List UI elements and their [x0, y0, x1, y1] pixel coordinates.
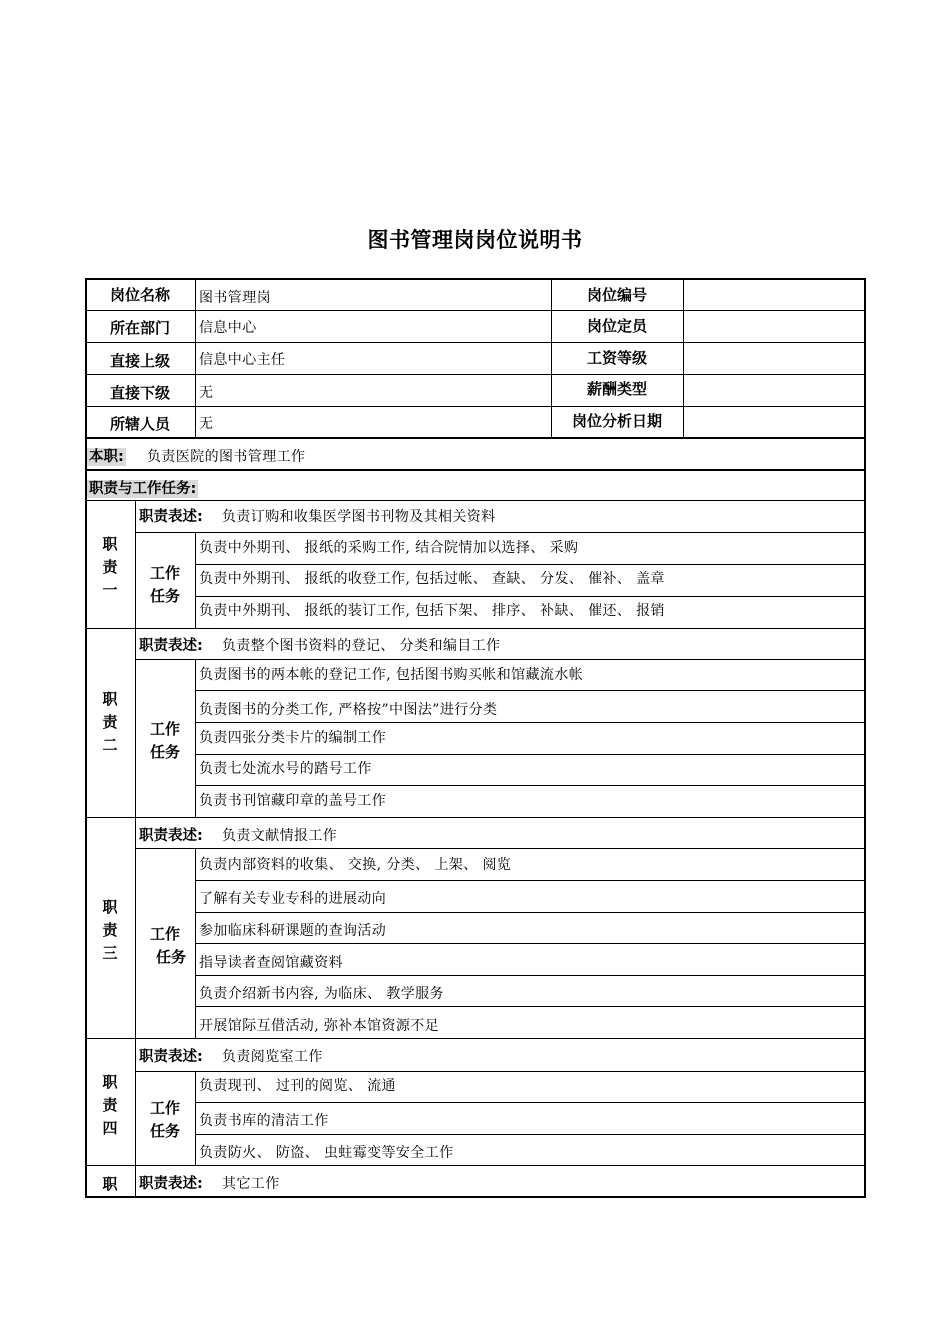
grid-line — [85, 310, 866, 311]
duty-5-label — [85, 1173, 135, 1196]
table-border-right — [864, 278, 866, 1198]
post-no-label: 岗位编号 — [586, 286, 647, 304]
duty-4-task-1: 负责现刊、 过刊的阅览、 流通 — [199, 1078, 396, 1094]
quota-label: 岗位定员 — [586, 317, 647, 335]
dept-value: 信息中心 — [199, 320, 257, 336]
duty-4-char-3: 四 — [102, 1119, 118, 1137]
grid-line — [195, 1102, 866, 1103]
grid-line — [195, 1071, 196, 1165]
grid-line — [85, 1038, 866, 1039]
task-label-line-2: 任务 — [149, 1122, 180, 1140]
duty-3-task-3: 参加临床科研课题的查询活动 — [199, 923, 387, 939]
duty-4-task-label — [135, 1097, 195, 1143]
dept-label: 所在部门 — [109, 319, 170, 337]
grid-line — [85, 406, 866, 407]
grid-line — [135, 659, 866, 660]
duty-3-char-2: 责 — [102, 921, 118, 939]
duty-3-char-1: 职 — [102, 898, 118, 916]
duty-4-desc-label: 职责表述: — [139, 1049, 203, 1065]
duty-3-task-5: 负责介绍新书内容, 为临床、 教学服务 — [199, 986, 444, 1002]
grid-line — [195, 880, 866, 881]
grid-line — [195, 659, 196, 817]
duty-2-task-5: 负责书刊馆藏印章的盖号工作 — [199, 793, 387, 809]
grid-line — [195, 564, 866, 565]
duty-1-task-3: 负责中外期刊、 报纸的装订工作, 包括下架、 排序、 补缺、 催还、 报销 — [199, 603, 665, 619]
task-label-line-1: 工作 — [149, 564, 180, 582]
duty-4-task-2: 负责书库的清洁工作 — [199, 1113, 329, 1129]
duty-4-char-1: 职 — [102, 1073, 118, 1091]
task-label-line-1: 工作 — [149, 720, 180, 738]
duty-2-label — [85, 688, 135, 757]
duty-1-char-1: 职 — [102, 535, 118, 553]
managed-value: 无 — [199, 416, 214, 432]
duty-2-task-1: 负责图书的两本帐的登记工作, 包括图书购买帐和馆藏流水帐 — [199, 667, 584, 683]
duty-2-task-label — [135, 718, 195, 764]
task-label-line-2: 任务 — [155, 948, 186, 966]
duty-3-task-2: 了解有关专业专科的进展动向 — [199, 891, 387, 907]
grid-line — [85, 342, 866, 343]
grid-line — [85, 437, 866, 439]
grid-line — [195, 975, 866, 976]
date-label: 岗位分析日期 — [571, 412, 662, 430]
duty-main-text: 负责医院的图书管理工作 — [147, 449, 306, 465]
duty-main-label: 本职: — [89, 449, 124, 465]
grid-line — [195, 943, 866, 944]
duty-3-task-1: 负责内部资料的收集、 交换, 分类、 上架、 阅览 — [199, 857, 512, 873]
superior-label: 直接上级 — [109, 352, 170, 370]
pay-label: 薪酬类型 — [586, 380, 647, 398]
subordinate-value: 无 — [199, 385, 214, 401]
post-name-label: 岗位名称 — [109, 286, 170, 304]
grid-line — [195, 278, 196, 438]
duty-5-desc: 其它工作 — [222, 1176, 280, 1192]
duty-4-char-2: 责 — [102, 1096, 118, 1114]
duty-5-char-1: 职 — [102, 1175, 118, 1193]
task-label-line-2: 任务 — [149, 743, 180, 761]
grid-line — [195, 596, 866, 597]
task-label-line-1: 工作 — [149, 1099, 180, 1117]
grid-line — [195, 785, 866, 786]
grid-line — [195, 1006, 866, 1007]
duty-2-desc: 负责整个图书资料的登记、 分类和编目工作 — [222, 638, 501, 654]
grid-line — [195, 532, 196, 628]
document-title: 图书管理岗岗位说明书 — [367, 228, 583, 252]
task-label-line-2: 任务 — [149, 587, 180, 605]
duty-3-label — [85, 896, 135, 965]
post-name-value: 图书管理岗 — [199, 290, 271, 306]
duty-2-char-2: 责 — [102, 713, 118, 731]
duty-1-label — [85, 533, 135, 602]
grid-line — [195, 722, 866, 723]
grid-line — [135, 1071, 866, 1072]
grid-line — [135, 848, 866, 849]
duty-1-char-2: 责 — [102, 558, 118, 576]
grid-line — [195, 754, 866, 755]
duty-3-task-4: 指导读者查阅馆藏资料 — [199, 955, 343, 971]
duty-2-task-4: 负责七处流水号的踏号工作 — [199, 761, 372, 777]
duty-1-char-3: 一 — [102, 581, 118, 599]
grid-line — [85, 628, 866, 629]
duty-3-desc-label: 职责表述: — [139, 828, 203, 844]
duty-1-task-1: 负责中外期刊、 报纸的采购工作, 结合院情加以选择、 采购 — [199, 540, 579, 556]
duty-2-char-1: 职 — [102, 690, 118, 708]
duty-3-char-3: 三 — [102, 944, 118, 962]
grid-line — [195, 912, 866, 913]
duty-4-task-3: 负责防火、 防盗、 虫蛀霉变等安全工作 — [199, 1145, 454, 1161]
grade-label: 工资等级 — [586, 349, 647, 367]
duty-3-task-6: 开展馆际互借活动, 弥补本馆资源不足 — [199, 1018, 440, 1034]
duty-1-task-label — [135, 562, 195, 608]
duty-4-label — [85, 1071, 135, 1140]
duty-5-desc-label: 职责表述: — [139, 1176, 203, 1192]
grid-line — [85, 469, 866, 471]
grid-line — [85, 500, 866, 501]
grid-line — [135, 532, 866, 533]
section-label: 职责与工作任务: — [89, 481, 197, 497]
table-border-bottom — [85, 1196, 866, 1198]
job-description-table — [85, 278, 866, 1198]
grid-line — [195, 1134, 866, 1135]
duty-1-desc-label: 职责表述: — [139, 509, 203, 525]
grid-line — [85, 374, 866, 375]
subordinate-label: 直接下级 — [109, 384, 170, 402]
grid-line — [85, 817, 866, 818]
grid-line — [85, 1165, 866, 1166]
duty-3-desc: 负责文献情报工作 — [222, 828, 338, 844]
managed-label: 所辖人员 — [109, 415, 170, 433]
duty-4-desc: 负责阅览室工作 — [222, 1049, 323, 1065]
duty-1-task-2: 负责中外期刊、 报纸的收登工作, 包括过帐、 查缺、 分发、 催补、 盖章 — [199, 571, 665, 587]
grid-line — [195, 690, 866, 691]
duty-2-desc-label: 职责表述: — [139, 638, 203, 654]
duty-2-task-3: 负责四张分类卡片的编制工作 — [199, 730, 387, 746]
grid-line — [683, 278, 684, 438]
duty-2-char-3: 二 — [102, 736, 118, 754]
duty-1-desc: 负责订购和收集医学图书刊物及其相关资料 — [222, 509, 496, 525]
duty-2-task-2: 负责图书的分类工作, 严格按”中图法”进行分类 — [199, 702, 498, 718]
table-border-top — [85, 278, 866, 280]
task-label-line-1: 工作 — [149, 925, 180, 943]
superior-value: 信息中心主任 — [199, 352, 286, 368]
duty-3-task-label — [135, 923, 195, 969]
